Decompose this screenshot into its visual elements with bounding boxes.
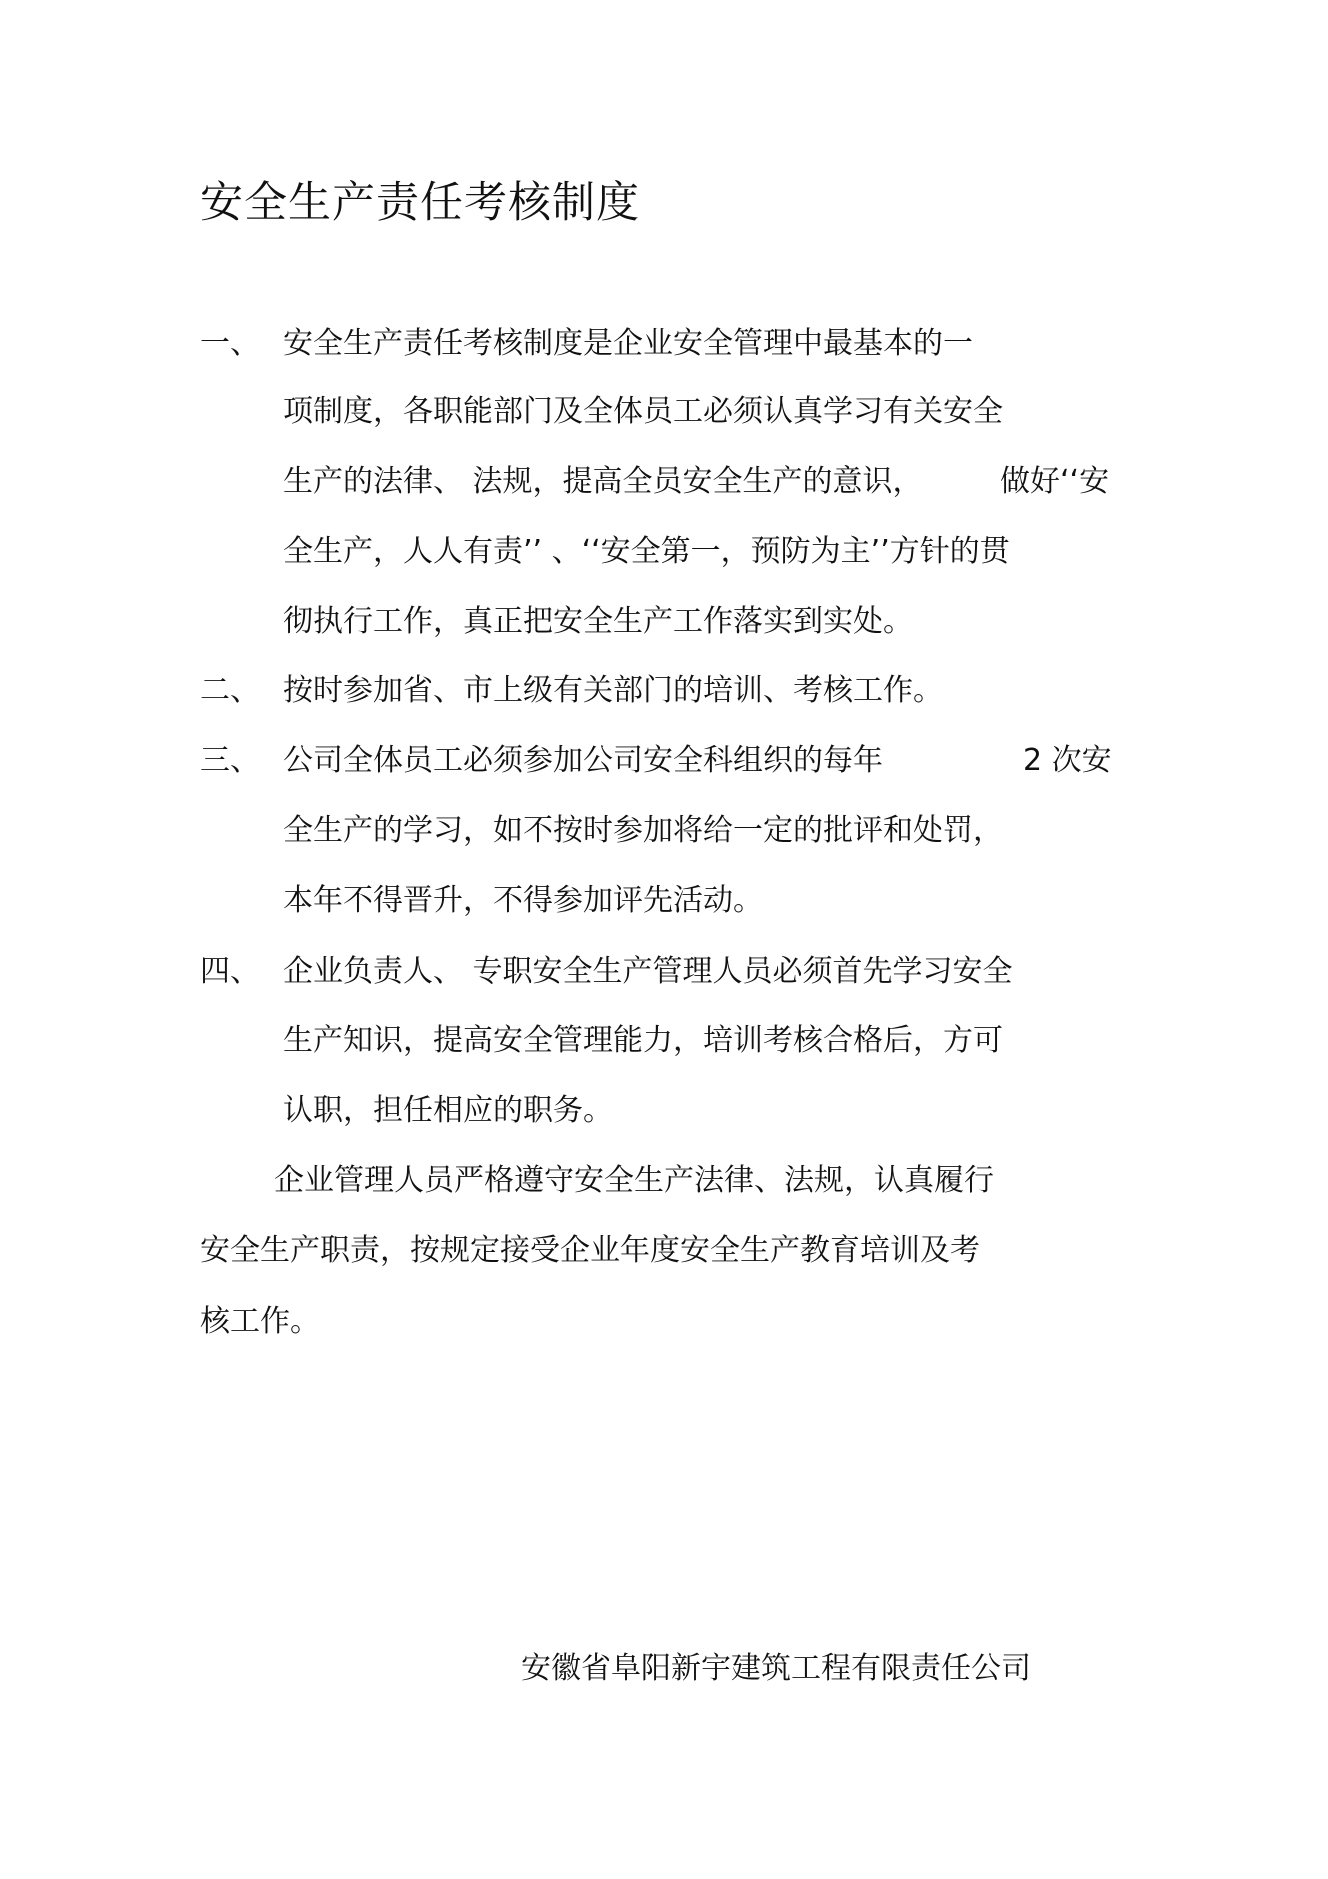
item-2-line-1: 按时参加省、市上级有关部门的培训、考核工作。 — [283, 673, 943, 708]
item-4-line-2: 生产知识，提高安全管理能力，培训考核合格后，方可 — [283, 1023, 1003, 1058]
item-1-marker: 一、 — [200, 326, 260, 361]
item-1-line-1: 安全生产责任考核制度是企业安全管理中最基本的一 — [283, 326, 973, 361]
document-title: 安全生产责任考核制度 — [200, 178, 640, 228]
company-signature: 安徽省阜阳新宇建筑工程有限责任公司 — [521, 1651, 1031, 1686]
item-1-line-3-tail: 做好‘‘安 — [1000, 464, 1110, 499]
item-3-marker: 三、 — [200, 743, 260, 778]
item-3-line-1-tail: 2 次安 — [1023, 743, 1112, 778]
item-3-line-1: 公司全体员工必须参加公司安全科组织的每年 — [283, 743, 883, 778]
item-1-line-4: 全生产，人人有责’’ 、‘‘安全第一，预防为主’’方针的贯 — [283, 534, 1010, 569]
item-2-marker: 二、 — [200, 673, 260, 708]
item-4-line-3: 认职，担任相应的职务。 — [283, 1093, 613, 1128]
item-4-line-1: 企业负责人、 专职安全生产管理人员必须首先学习安全 — [283, 954, 1013, 989]
item-1-line-3: 生产的法律、 法规，提高全员安全生产的意识， — [283, 464, 923, 499]
item-1-line-5: 彻执行工作，真正把安全生产工作落实到实处。 — [283, 604, 913, 639]
item-1-line-2: 项制度，各职能部门及全体员工必须认真学习有关安全 — [283, 394, 1003, 429]
item-4-marker: 四、 — [200, 954, 260, 989]
item-3-line-2: 全生产的学习，如不按时参加将给一定的批评和处罚， — [283, 813, 1003, 848]
closing-line-1: 企业管理人员严格遵守安全生产法律、法规，认真履行 — [274, 1163, 994, 1198]
closing-line-2: 安全生产职责，按规定接受企业年度安全生产教育培训及考 — [200, 1233, 980, 1268]
item-3-line-3: 本年不得晋升，不得参加评先活动。 — [283, 883, 763, 918]
closing-line-3: 核工作。 — [200, 1304, 320, 1339]
